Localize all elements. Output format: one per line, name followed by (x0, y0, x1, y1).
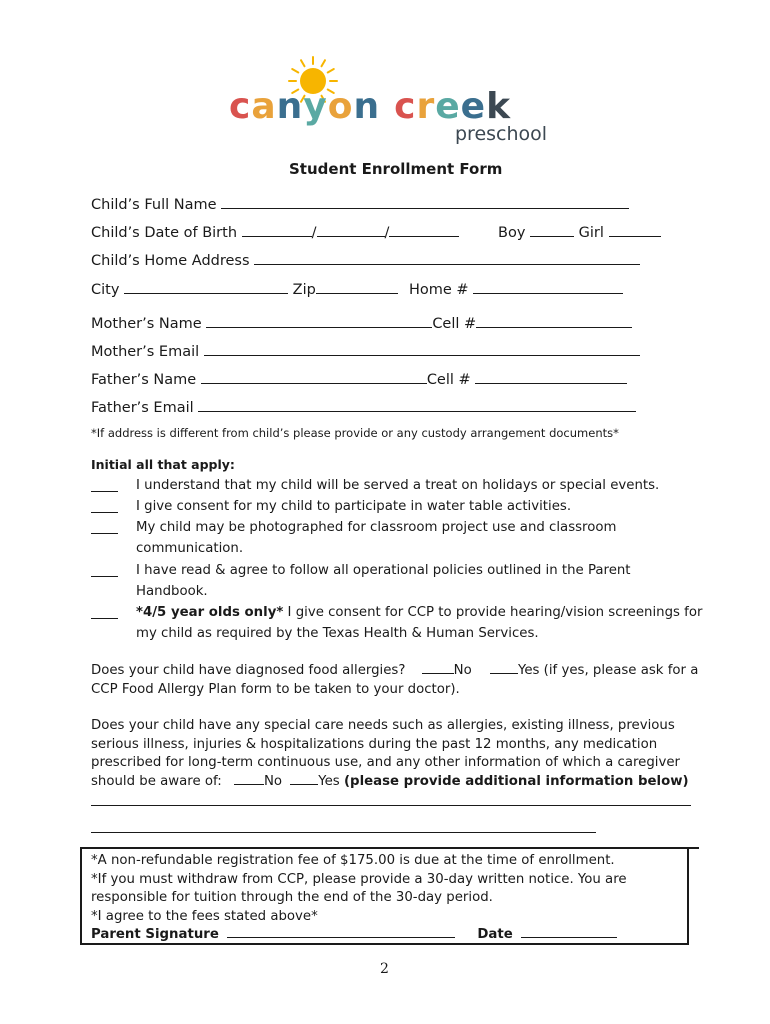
logo-letter: r (416, 86, 436, 127)
allergy-yes-label: Yes (if yes, please ask for a (517, 663, 699, 678)
dob-day-line[interactable] (317, 222, 385, 237)
city-label: City (91, 282, 120, 298)
mother-email-label: Mother’s Email (91, 344, 200, 360)
home-address-line[interactable] (254, 250, 640, 265)
home-phone-row (409, 279, 623, 298)
home-address-row (91, 250, 640, 269)
father-email-row (91, 397, 636, 416)
initial-item (91, 498, 711, 519)
additional-info-line[interactable] (91, 832, 596, 833)
child-name-line[interactable] (221, 194, 629, 209)
allergy-yes-blank[interactable] (490, 673, 518, 674)
logo-subtitle: preschool (455, 123, 548, 145)
logo-wordmark (229, 86, 511, 127)
city-row (91, 279, 398, 298)
sun-ray (328, 69, 334, 73)
address-note: *If address is different from child’s please provide or any custody arrangement documents* (91, 426, 619, 440)
logo-letter: e (460, 86, 487, 127)
form-title: Student Enrollment Form (289, 160, 503, 178)
dob-year-line[interactable] (389, 222, 459, 237)
initials-list (91, 477, 711, 646)
initial-item-text: My child may be photographed for classroom project use and classroom (136, 520, 617, 535)
logo-letter: c (229, 86, 252, 127)
zip-line[interactable] (316, 279, 398, 294)
sun-ray (292, 69, 298, 73)
initial-item-text-cont: my child as required by the Texas Health & Human Services. (136, 626, 539, 641)
allergy-no-label: No (453, 663, 472, 678)
logo-letter: k (486, 86, 512, 127)
sun-ray (322, 60, 326, 66)
initial-blank[interactable] (91, 498, 118, 513)
special-care-prefix: should be aware of: (91, 773, 222, 789)
allergy-question (91, 662, 711, 699)
gender-row (498, 222, 661, 241)
logo-letter: a (251, 86, 277, 127)
fee-line: *I agree to the fees stated above* (91, 908, 318, 924)
allergy-question-cont: CCP Food Allergy Plan form to be taken to your doctor). (91, 681, 460, 697)
father-name-row (91, 369, 627, 388)
mother-email-line[interactable] (204, 341, 640, 356)
special-care-yes-blank[interactable] (290, 784, 318, 785)
initial-item (91, 477, 711, 498)
initial-item (91, 562, 711, 604)
girl-line[interactable] (609, 222, 661, 237)
fees-text (91, 852, 681, 945)
mother-cell-label: Cell # (432, 316, 477, 332)
page-number: 2 (380, 961, 389, 977)
father-email-label: Father’s Email (91, 400, 194, 416)
mother-name-row (91, 313, 632, 332)
child-name-row (91, 194, 629, 213)
fee-line: responsible for tuition through the end of the 30-day period. (91, 890, 493, 905)
date-label: Date (477, 927, 513, 942)
parent-signature-label: Parent Signature (91, 927, 219, 942)
special-care-line: Does your child have any special care needs such as allergies, existing illness, previous (91, 718, 675, 733)
logo-letter: y (303, 86, 328, 127)
initial-item-text: I have read & agree to follow all operational policies outlined in the Parent (136, 563, 631, 578)
initial-blank[interactable] (91, 604, 118, 619)
initial-item-text: I give consent for my child to participate in water table activities. (136, 499, 572, 514)
mother-cell-line[interactable] (476, 313, 632, 328)
mother-name-line[interactable] (206, 313, 432, 328)
special-care-no-blank[interactable] (234, 784, 264, 785)
fee-line: *A non-refundable registration fee of $175.00 is due at the time of enrollment. (91, 853, 615, 868)
home-address-label: Child’s Home Address (91, 253, 250, 269)
logo-letter: o (327, 86, 354, 127)
father-cell-line[interactable] (475, 369, 627, 384)
special-care-question (91, 717, 711, 791)
child-dob-label: Child’s Date of Birth (91, 225, 238, 241)
initial-item-text: I give consent for CCP to provide hearing/vision screenings for (283, 605, 703, 620)
mother-email-row (91, 341, 640, 360)
additional-info-line[interactable] (91, 805, 691, 806)
mother-name-label: Mother’s Name (91, 316, 202, 332)
initial-item-text-cont: Handbook. (136, 584, 208, 599)
girl-label: Girl (578, 225, 604, 241)
allergy-question-text: Does your child have diagnosed food allergies? (91, 663, 406, 678)
boy-label: Boy (498, 225, 526, 241)
initial-item (91, 519, 711, 562)
special-care-line: prescribed for long-term continuous use, and any other information of which a caregiver (91, 755, 681, 770)
child-name-label: Child’s Full Name (91, 197, 217, 213)
date-line[interactable] (521, 937, 617, 938)
initial-item-text: I understand that my child will be served a treat on holidays or special events. (136, 478, 660, 493)
initial-blank[interactable] (91, 477, 118, 492)
logo-letter: n (276, 86, 304, 127)
initials-heading: Initial all that apply: (91, 457, 235, 472)
zip-label: Zip (292, 282, 316, 298)
special-care-no-label: No (263, 773, 283, 789)
logo-word-canyon (229, 86, 380, 127)
logo-letter: n (353, 86, 381, 127)
child-dob-row: Child’s Date of Birth / / (91, 222, 459, 241)
special-care-yes-label: Yes (318, 773, 340, 789)
initial-item (91, 604, 711, 646)
home-phone-label: Home # (409, 282, 469, 298)
logo-word-creek (394, 86, 511, 127)
logo-letter: e (435, 86, 461, 127)
dob-month-line[interactable] (242, 222, 312, 237)
special-care-line: serious illness, injuries & hospitalizations during the past 12 months, any medication (91, 736, 658, 752)
father-name-line[interactable] (201, 369, 427, 384)
boy-line[interactable] (530, 222, 574, 237)
city-line[interactable] (124, 279, 288, 294)
fee-line: *If you must withdraw from CCP, please provide a 30-day written notice. You are (91, 871, 627, 887)
father-email-line[interactable] (198, 397, 636, 412)
home-phone-line[interactable] (473, 279, 623, 294)
special-care-note: (please provide additional information below) (343, 773, 689, 789)
allergy-no-blank[interactable] (422, 673, 454, 674)
age-note: *4/5 year olds only* (136, 605, 284, 620)
logo-letter: c (394, 86, 417, 127)
parent-signature-line[interactable] (227, 937, 455, 938)
initial-blank[interactable] (91, 519, 118, 534)
father-name-label: Father’s Name (91, 372, 197, 388)
sun-ray (301, 60, 305, 66)
initial-item-text-cont: communication. (136, 541, 244, 556)
father-cell-label: Cell # (426, 372, 471, 388)
initial-blank[interactable] (91, 562, 118, 577)
